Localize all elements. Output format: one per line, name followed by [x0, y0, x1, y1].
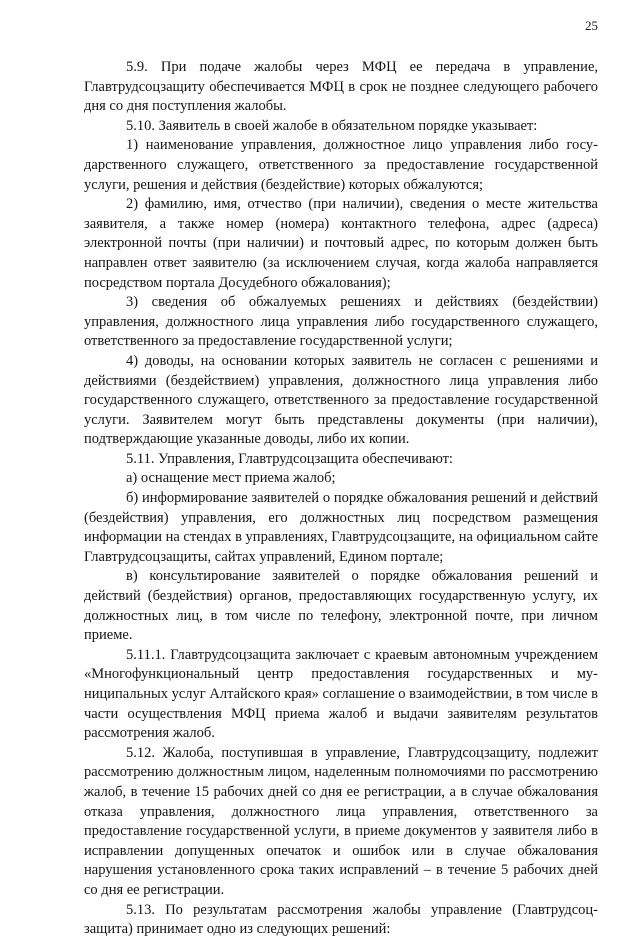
paragraph-5-11-1: 5.11.1. Главтрудсоцзащита заключает с краевым автономным учреждением «Многофункциональный центр предоставления государственных и муниципальных услуг Алтайского края» соглашение о взаимодействии, в том числе в части осуществления МФЦ приема жалоб и выдачи заявителям результатов рассмотрения жалоб. [84, 646, 598, 742]
paragraph-5-11-item-b: б) информирование заявителей о порядке обжалования решений и действий (бездействия) управления, его должностных лиц посредством размещения информации на стендах в управлениях, Главтрудсоцзащите, на официальном сайте Главтрудсоцзащиты, сайтах управлений, Едином портале; [84, 490, 599, 565]
paragraph-5-10-item-3: 3) сведения об обжалуемых решениях и действиях (бездействии) управления, должностного лица управления либо государственного служащего, ответственного за предоставление государственной услуги; [84, 294, 598, 350]
document-body [84, 58, 598, 940]
paragraph-5-10-item-1: 1) наименование управления, должностное лицо управления либо государственного служащего, ответственного за предоставление государственной услуги, решения и действия (бездействие) которых обжалуются; [84, 137, 598, 193]
paragraph-5-12: 5.12. Жалоба, поступившая в управление, Главтрудсоцзащиту, подлежит рассмотрению должностным лицом, наделенным полномочиями по рассмотрению жалоб, в течение 15 рабочих дней со дня ее регистрации, а в случае обжалования отказа управления, должностного лица управления, ответственного за предоставление государственной услуги, в приеме документов у заявителя либо в исправлении допущенных опечаток и ошибок или в случае обжалования нарушения установленного срока таких исправлений – в течение 5 рабочих дней со дня ее регистрации. [84, 744, 598, 898]
paragraph-5-10-item-4: 4) доводы, на основании которых заявитель не согласен с решениями и действиями (бездействием) управления, должностного лица управления либо государственного служащего, ответственного за предоставление государственной услуги. Заявителем могут быть представлены документы (при наличии), подтверждающие указанные доводы, либо их копии. [84, 352, 598, 448]
paragraph-5-9: 5.9. При подаче жалобы через МФЦ ее передача в управление, Главтрудсоцзащиту обеспечивается МФЦ в срок не позднее следующего рабочего дня со дня поступления жалобы. [84, 59, 598, 115]
paragraph-5-11-item-a: а) оснащение мест приема жалоб; [126, 470, 336, 487]
paragraph-5-10: 5.10. Заявитель в своей жалобе в обязательном порядке указывает: [126, 117, 538, 134]
paragraph-5-13: 5.13. По результатам рассмотрения жалобы управление (Главтрудсоцзащита) принимает одно из следующих решений: [84, 901, 598, 938]
page-number: 25 [585, 18, 598, 33]
paragraph-5-11: 5.11. Управления, Главтрудсоцзащита обеспечивают: [126, 450, 453, 467]
paragraph-5-10-item-2: 2) фамилию, имя, отчество (при наличии), сведения о месте жительства заявителя, а также номер (номера) контактного телефона, адрес (адреса) электронной почты (при наличии) и почтовый адрес, по которым должен быть направлен ответ заявителю (за исключением случая, когда жалоба направляется посредством портала Досудебного обжалования); [84, 196, 598, 291]
paragraph-5-11-item-v: в) консультирование заявителей о порядке обжалования решений и действий (бездействия) органов, предоставляющих государственную услугу, их должностных лиц, в том числе по телефону, электронной почте, при личном приеме. [84, 568, 598, 644]
